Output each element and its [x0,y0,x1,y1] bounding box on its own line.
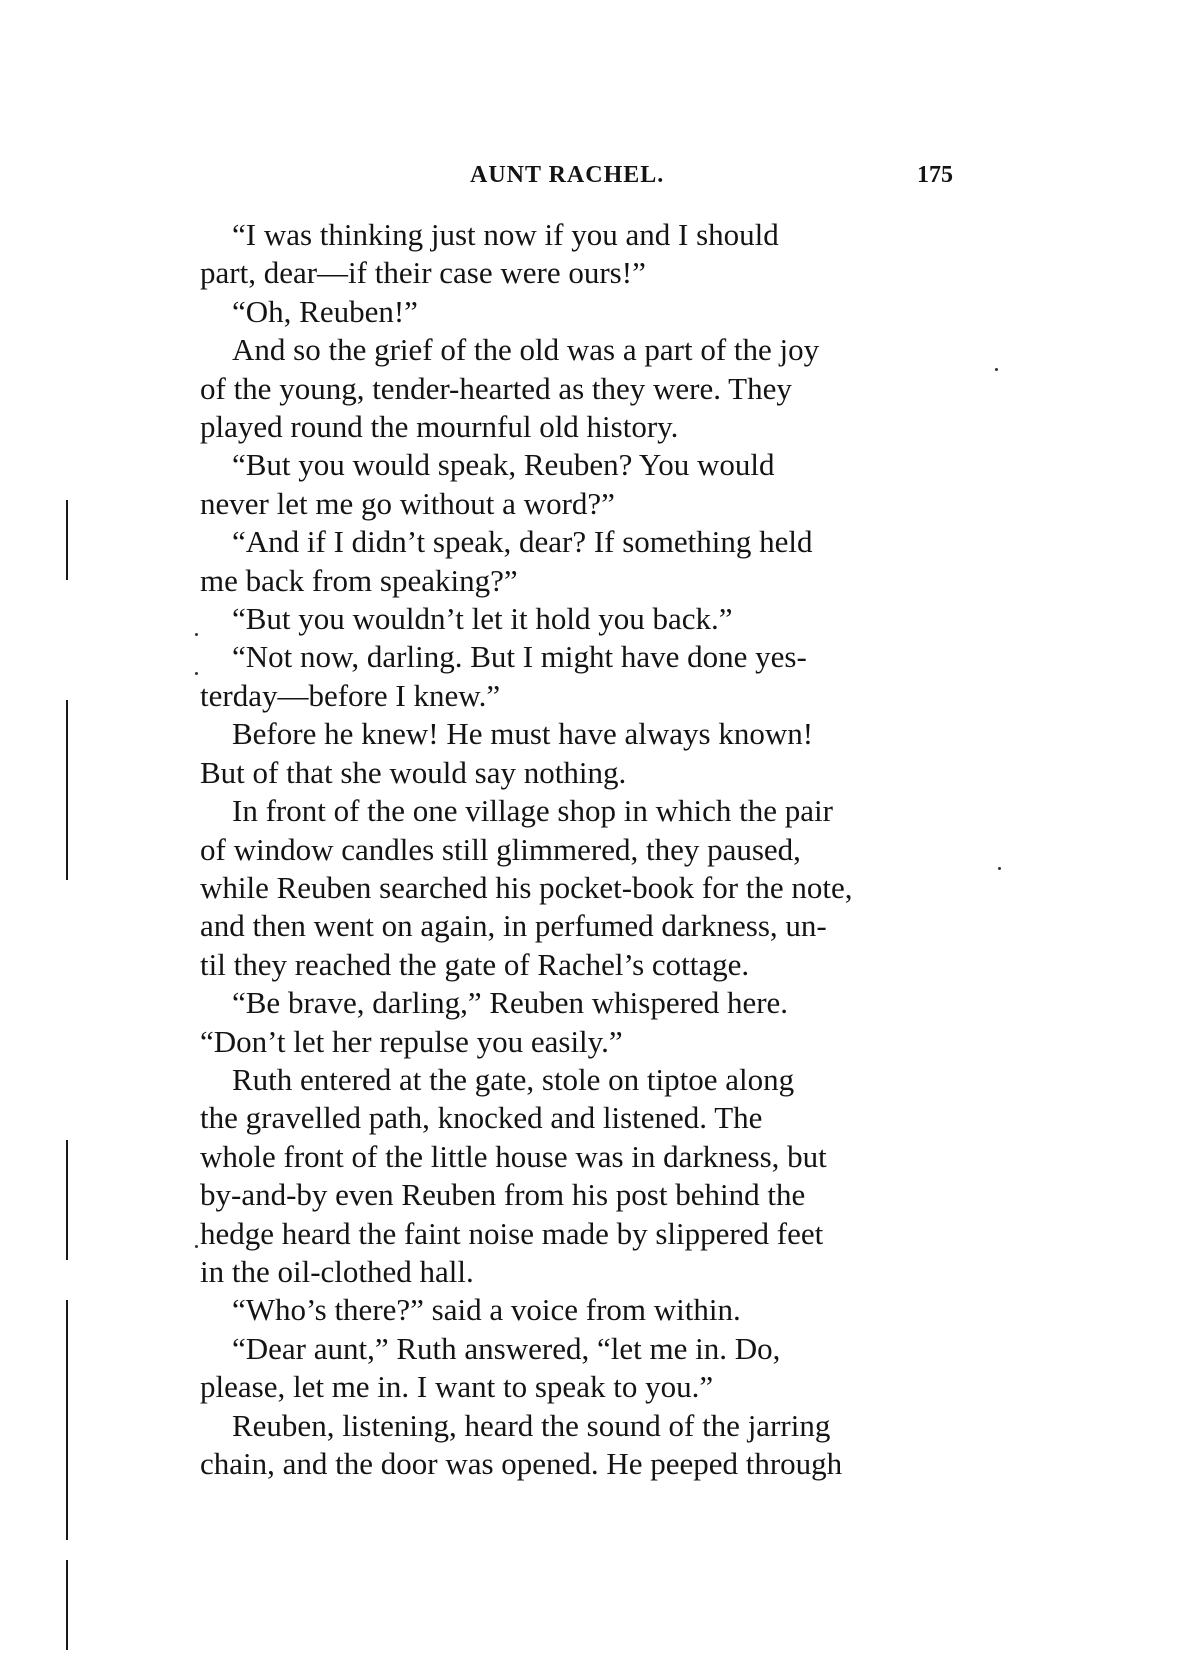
paragraph: “Be brave, darling,” Reuben whispered here. “Don’t let her repulse you easily.” [200,985,789,1059]
paragraph: And so the grief of the old was a part of the joy of the young, tender-hearted as they were. They played round the mournful old history. [200,332,820,445]
paragraph: “Not now, darling. But I might have done yes- terday—before I knew.” [200,639,807,713]
paragraph: “But you wouldn’t let it hold you back.” [232,601,733,637]
paragraph: Before he knew! He must have always known! But of that she would say nothing. [200,716,814,790]
paragraph: Ruth entered at the gate, stole on tiptoe along the gravelled path, knocked and listened. The whole front of the little house was in darkness, but by-and-by even Reuben from his post behind the hedge heard the faint noise made by slippered feet in the oil-clothed hall. [200,1061,827,1289]
scan-speck [998,867,1001,870]
paragraph: “And if I didn’t speak, dear? If something held me back from speaking?” [200,524,813,598]
scan-margin-rule [66,1140,68,1260]
scan-margin-rule [66,1300,68,1540]
scan-margin-rule [66,700,68,880]
paragraph: “Oh, Reuben!” [232,293,418,329]
paragraph: Reuben, listening, heard the sound of the jarring chain, and the door was opened. He peeped through [200,1407,843,1481]
scan-margin-rule [66,1560,68,1650]
scan-speck [195,672,198,675]
paragraph: “Dear aunt,” Ruth answered, “let me in. Do, please, let me in. I want to speak to you.” [200,1330,781,1405]
scan-speck [195,633,198,636]
paragraph: “But you would speak, Reuben? You would never let me go without a word?” [200,447,775,521]
page-number: 175 [917,162,953,188]
running-title: AUNT RACHEL. [470,162,665,188]
scan-speck [195,1245,198,1248]
scan-margin-rule [66,500,68,580]
scan-speck [995,368,998,371]
paragraph: “Who’s there?” said a voice from within. [232,1292,741,1328]
paragraph: “I was thinking just now if you and I should part, dear—if their case were ours!” [200,217,779,291]
body-text [200,216,972,1483]
paragraph: In front of the one village shop in which the pair of window candles still glimmered, they paused, while Reuben searched his pocket-book for the note, and then went on again, in perfumed darkness, un- til they reached the gate of Rachel’s cottage. [200,793,853,982]
